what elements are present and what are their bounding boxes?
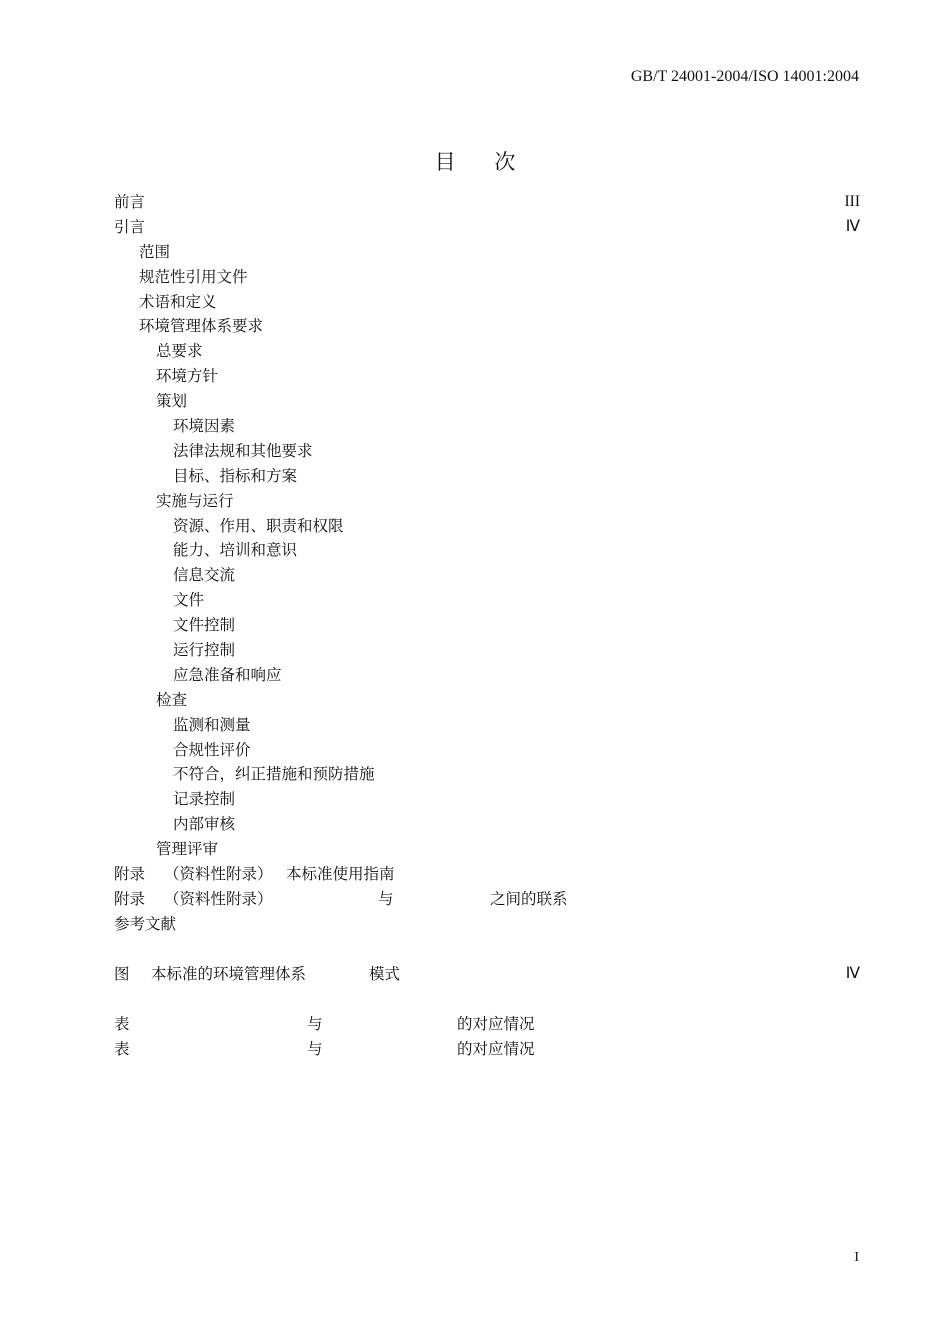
toc-entry-title: 管理评审	[156, 840, 219, 859]
toc-entry[interactable]	[114, 638, 860, 663]
annex-title-part1: 与	[378, 889, 394, 908]
toc-entry-title: 策划	[156, 392, 188, 411]
toc-entry-title: 规范性引用文件	[139, 267, 248, 286]
toc-entry-title: 环境因素	[173, 417, 236, 436]
toc-annex-a[interactable]	[114, 862, 860, 887]
toc-entries	[114, 190, 860, 862]
toc-entry-title: 文件	[173, 591, 205, 610]
toc-entry[interactable]	[114, 613, 860, 638]
figure-label: 图	[114, 964, 130, 983]
toc-entry[interactable]	[114, 762, 860, 787]
toc-entry-title: 内部审核	[173, 815, 236, 834]
toc-entry[interactable]	[114, 414, 860, 439]
toc-table[interactable]	[114, 1012, 860, 1037]
table-title-part1: 与	[307, 1039, 323, 1058]
toc-figure[interactable]	[114, 962, 860, 987]
toc-entry-page: Ⅳ	[845, 217, 860, 235]
table-label: 表	[114, 1014, 130, 1033]
annex-type: （资料性附录）	[164, 865, 273, 884]
spacer	[114, 937, 860, 962]
toc-entry-title: 监测和测量	[173, 715, 251, 734]
toc-entry-title: 实施与运行	[156, 491, 234, 510]
toc-bibliography[interactable]	[114, 912, 860, 937]
toc-entry-page: III	[844, 193, 860, 210]
figure-title-suffix: 模式	[369, 964, 401, 983]
toc-entry[interactable]	[114, 464, 860, 489]
toc-entry-title: 法律法规和其他要求	[173, 441, 313, 460]
toc-entry-title: 范围	[139, 242, 171, 261]
toc-entry-title: 目标、指标和方案	[173, 466, 298, 485]
toc-entry-title: 检查	[156, 690, 188, 709]
toc-entry-title: 总要求	[156, 342, 203, 361]
toc-entry-title: 文件控制	[173, 616, 236, 635]
figure-title: 本标准的环境管理体系	[151, 964, 307, 983]
table-label: 表	[114, 1039, 130, 1058]
toc-entry[interactable]	[114, 713, 860, 738]
table-title-part1: 与	[307, 1014, 323, 1033]
annex-label: 附录	[114, 865, 146, 884]
standard-code: GB/T 24001-2004/ISO 14001:2004	[630, 68, 859, 85]
annex-title: 本标准使用指南	[286, 865, 395, 884]
toc-entry[interactable]	[114, 439, 860, 464]
toc-entry-title: 前言	[114, 193, 146, 211]
toc-entry-title: 记录控制	[173, 790, 236, 809]
toc-entry[interactable]	[114, 538, 860, 563]
toc-entry[interactable]	[114, 190, 860, 215]
toc-entry-title: 合规性评价	[173, 740, 251, 759]
toc-entry[interactable]	[114, 688, 860, 713]
toc-entry-title: 资源、作用、职责和权限	[173, 516, 344, 535]
annex-title-part2: 之间的联系	[490, 889, 568, 908]
toc-entry-title: 不符合，纠正措施和预防措施	[173, 765, 375, 784]
toc-entry-title: 运行控制	[173, 641, 236, 660]
toc-annex-b[interactable]	[114, 887, 860, 912]
toc-entry[interactable]	[114, 290, 860, 315]
toc-entry[interactable]	[114, 787, 860, 812]
toc-entry[interactable]	[114, 663, 860, 688]
toc-entry-title: 信息交流	[173, 566, 236, 585]
toc-entry[interactable]	[114, 489, 860, 514]
toc-entry[interactable]	[114, 364, 860, 389]
toc-entry[interactable]	[114, 389, 860, 414]
toc-entry-title: 环境管理体系要求	[139, 317, 264, 336]
table-of-contents	[114, 190, 860, 1061]
toc-entry-title: 应急准备和响应	[173, 665, 282, 684]
toc-entry[interactable]	[114, 215, 860, 240]
toc-entry[interactable]	[114, 837, 860, 862]
toc-entry[interactable]	[114, 339, 860, 364]
toc-entry[interactable]	[114, 812, 860, 837]
table-title-part2: 的对应情况	[457, 1039, 535, 1058]
toc-entry[interactable]	[114, 240, 860, 265]
toc-entry[interactable]	[114, 265, 860, 290]
bibliography-label: 参考文献	[114, 914, 177, 933]
page-title: 目 次	[434, 150, 532, 174]
toc-entry-title: 环境方针	[156, 367, 219, 386]
figure-page: Ⅳ	[845, 964, 860, 982]
annex-label: 附录	[114, 889, 146, 908]
toc-entry-title: 术语和定义	[139, 292, 217, 311]
table-title-part2: 的对应情况	[457, 1014, 535, 1033]
toc-entry[interactable]	[114, 738, 860, 763]
toc-entry[interactable]	[114, 588, 860, 613]
toc-entry-title: 引言	[114, 217, 146, 236]
toc-entry[interactable]	[114, 514, 860, 539]
toc-table[interactable]	[114, 1037, 860, 1062]
toc-entry[interactable]	[114, 314, 860, 339]
annex-type: （资料性附录）	[164, 889, 273, 908]
spacer	[114, 987, 860, 1012]
toc-entry[interactable]	[114, 563, 860, 588]
toc-entry-title: 能力、培训和意识	[173, 541, 298, 560]
page-number: I	[854, 1250, 859, 1265]
